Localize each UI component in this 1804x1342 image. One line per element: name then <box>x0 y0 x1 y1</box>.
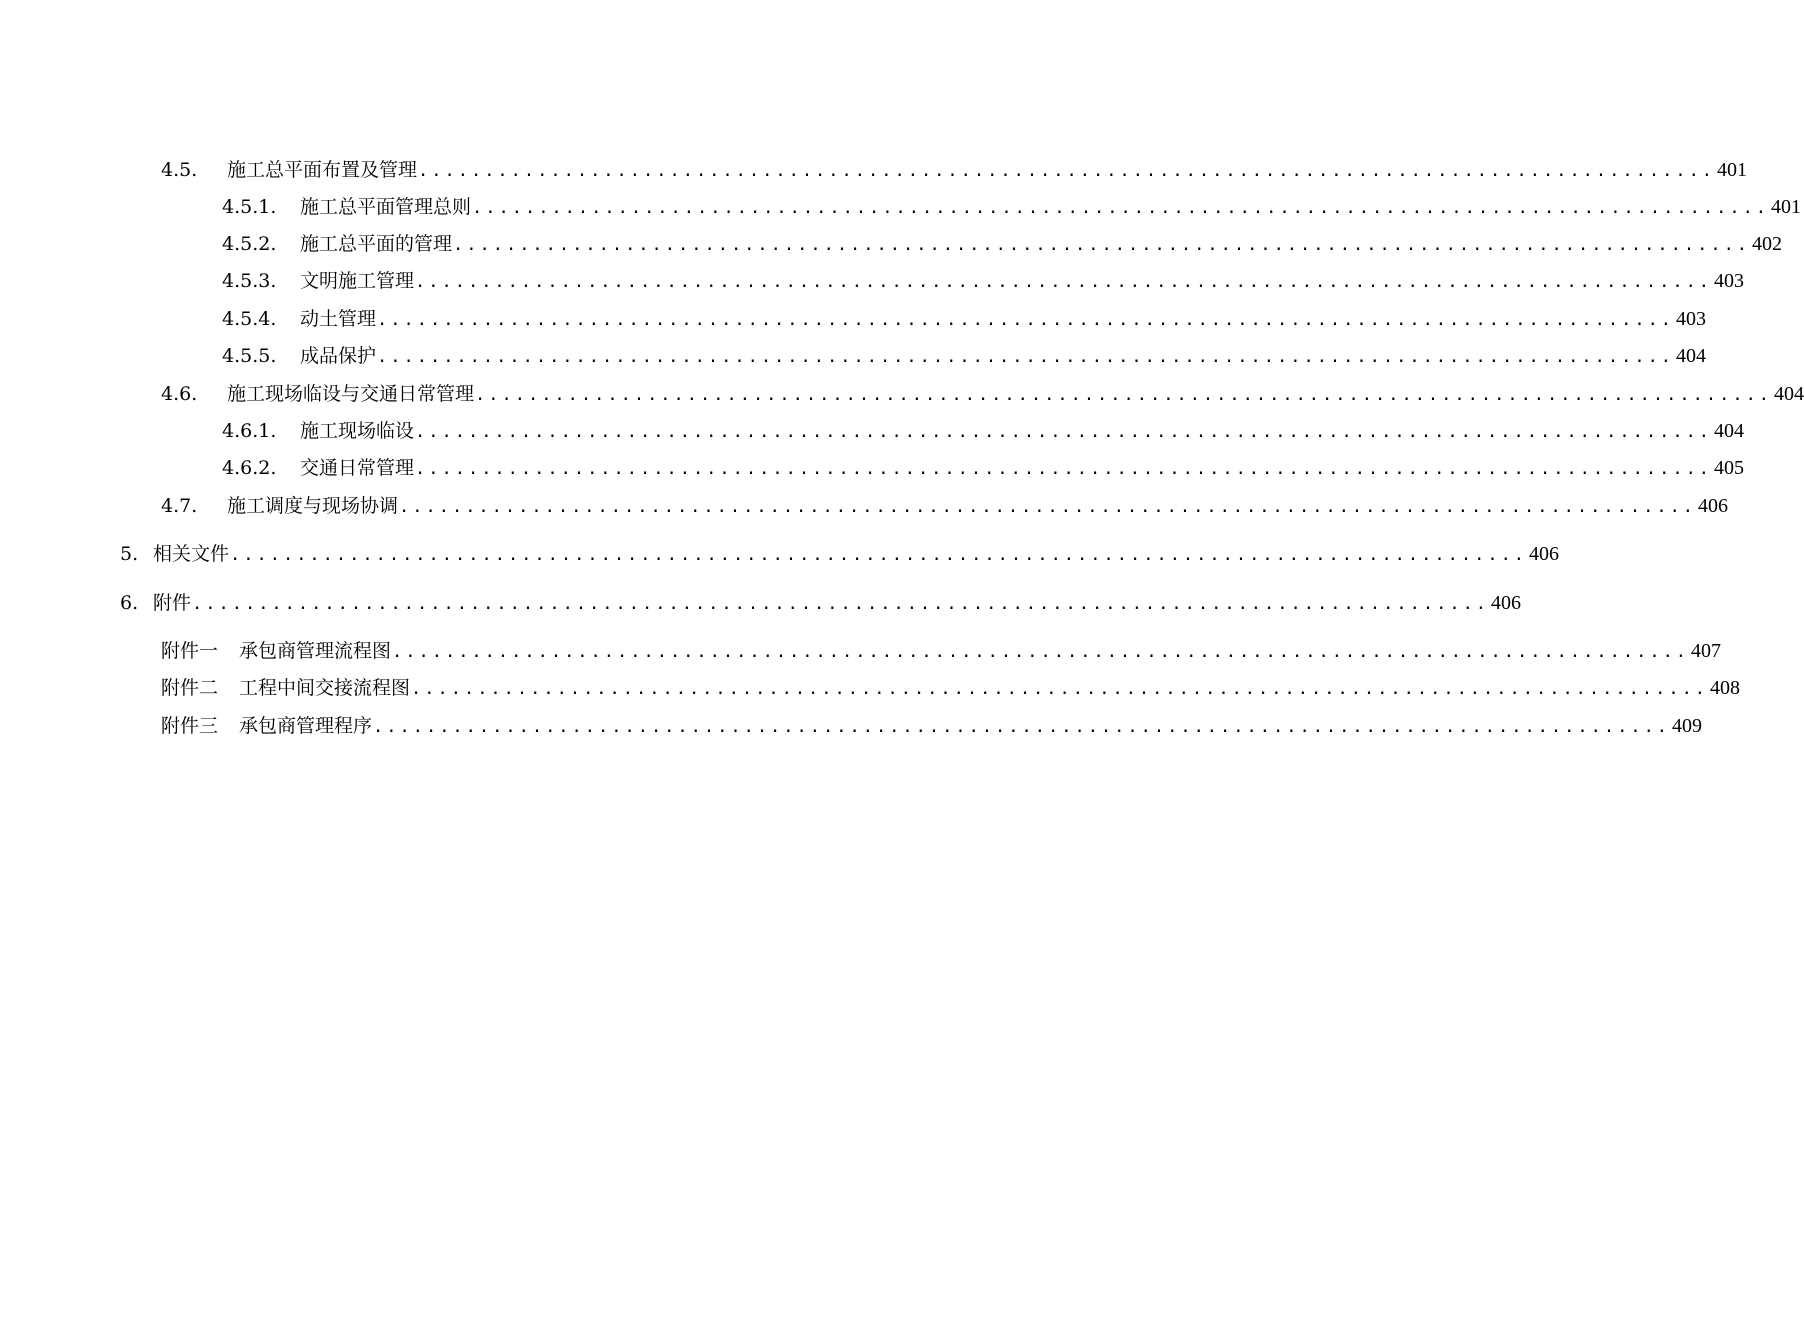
toc-entry[interactable] <box>222 454 1745 482</box>
toc-entry[interactable] <box>222 267 1745 295</box>
toc-entry-page: 402 <box>1752 233 1783 255</box>
toc-entry-title: 动土管理 <box>300 308 377 330</box>
dot-leader: .................................................................................................. <box>475 385 1773 405</box>
toc-entry-title: 施工调度与现场协调 <box>227 495 399 517</box>
toc-entry-title: 施工现场临设与交通日常管理 <box>227 383 475 405</box>
dot-leader: .................................................................................................. <box>392 642 1690 662</box>
toc-entry[interactable] <box>222 305 1707 333</box>
toc-entry-number: 6. <box>120 592 139 614</box>
toc-entry-title: 工程中间交接流程图 <box>239 677 411 699</box>
toc-entry[interactable] <box>120 589 1522 617</box>
toc-entry-title: 相关文件 <box>153 543 230 565</box>
toc-entry-page: 404 <box>1774 383 1804 405</box>
toc-entry-title: 成品保护 <box>300 345 377 367</box>
dot-leader: .................................................................................................. <box>377 310 1675 330</box>
toc-entry-title: 文明施工管理 <box>300 270 415 292</box>
toc-entry-number: 附件二 <box>161 677 219 699</box>
dot-leader: .................................................................................................. <box>411 679 1709 699</box>
toc-entry-number: 附件三 <box>161 715 219 737</box>
toc-entry-number: 4.6. <box>161 383 198 405</box>
dot-leader: .................................................................................................. <box>415 272 1713 292</box>
dot-leader: .................................................................................................. <box>472 198 1770 218</box>
toc-entry-title: 施工总平面的管理 <box>300 233 453 255</box>
toc-entry-number: 4.6.1. <box>222 420 277 442</box>
toc-entry[interactable] <box>161 492 1729 520</box>
toc-entry-title: 施工现场临设 <box>300 420 415 442</box>
toc-entry-number: 5. <box>120 543 139 565</box>
dot-leader: .................................................................................................. <box>377 347 1675 367</box>
toc-entry[interactable] <box>222 193 1802 221</box>
toc-entry[interactable] <box>120 540 1560 568</box>
dot-leader: .................................................................................................. <box>418 161 1716 181</box>
toc-entry[interactable] <box>161 156 1748 184</box>
toc-entry-page: 403 <box>1714 270 1745 292</box>
toc-entry-title: 施工总平面布置及管理 <box>227 159 418 181</box>
toc-entry-number: 4.5.5. <box>222 345 277 367</box>
dot-leader: .................................................................................................. <box>453 235 1751 255</box>
toc-entry-number: 4.5.2. <box>222 233 277 255</box>
toc-entry-number: 4.5.1. <box>222 196 277 218</box>
toc-entry[interactable] <box>161 674 1741 702</box>
toc-entry-page: 401 <box>1771 196 1802 218</box>
dot-leader: .................................................................................................. <box>192 594 1490 614</box>
toc-entry-page: 406 <box>1529 543 1560 565</box>
toc-entry-title: 附件 <box>153 592 192 614</box>
toc-entry-page: 406 <box>1698 495 1729 517</box>
toc-entry-title: 承包商管理程序 <box>239 715 373 737</box>
toc-entry-page: 408 <box>1710 677 1741 699</box>
dot-leader: .................................................................................................. <box>373 717 1671 737</box>
toc-entry-page: 409 <box>1672 715 1703 737</box>
toc-entry-number: 4.5. <box>161 159 198 181</box>
toc-entry-page: 403 <box>1676 308 1707 330</box>
toc-entry-title: 承包商管理流程图 <box>239 640 392 662</box>
toc-entry-number: 4.5.4. <box>222 308 277 330</box>
toc-entry-page: 404 <box>1714 420 1745 442</box>
toc-entry[interactable] <box>161 712 1703 740</box>
toc-entry-number: 4.6.2. <box>222 457 277 479</box>
toc-entry-page: 405 <box>1714 457 1745 479</box>
dot-leader: .................................................................................................. <box>415 459 1713 479</box>
dot-leader: .................................................................................................. <box>399 497 1697 517</box>
toc-entry-title: 交通日常管理 <box>300 457 415 479</box>
toc-entry-number: 4.7. <box>161 495 198 517</box>
toc-entry[interactable] <box>161 637 1722 665</box>
toc-entry-page: 404 <box>1676 345 1707 367</box>
toc-entry[interactable] <box>222 417 1745 445</box>
toc-entry-page: 407 <box>1691 640 1722 662</box>
dot-leader: .................................................................................................. <box>415 422 1713 442</box>
toc-entry-number: 4.5.3. <box>222 270 277 292</box>
toc-entry-page: 401 <box>1717 159 1748 181</box>
dot-leader: .................................................................................................. <box>230 545 1528 565</box>
toc-entry[interactable] <box>222 342 1707 370</box>
toc-entry-number: 附件一 <box>161 640 219 662</box>
toc-entry-page: 406 <box>1491 592 1522 614</box>
toc-entry[interactable] <box>222 230 1783 258</box>
toc-entry[interactable] <box>161 380 1804 408</box>
toc-entry-title: 施工总平面管理总则 <box>300 196 472 218</box>
